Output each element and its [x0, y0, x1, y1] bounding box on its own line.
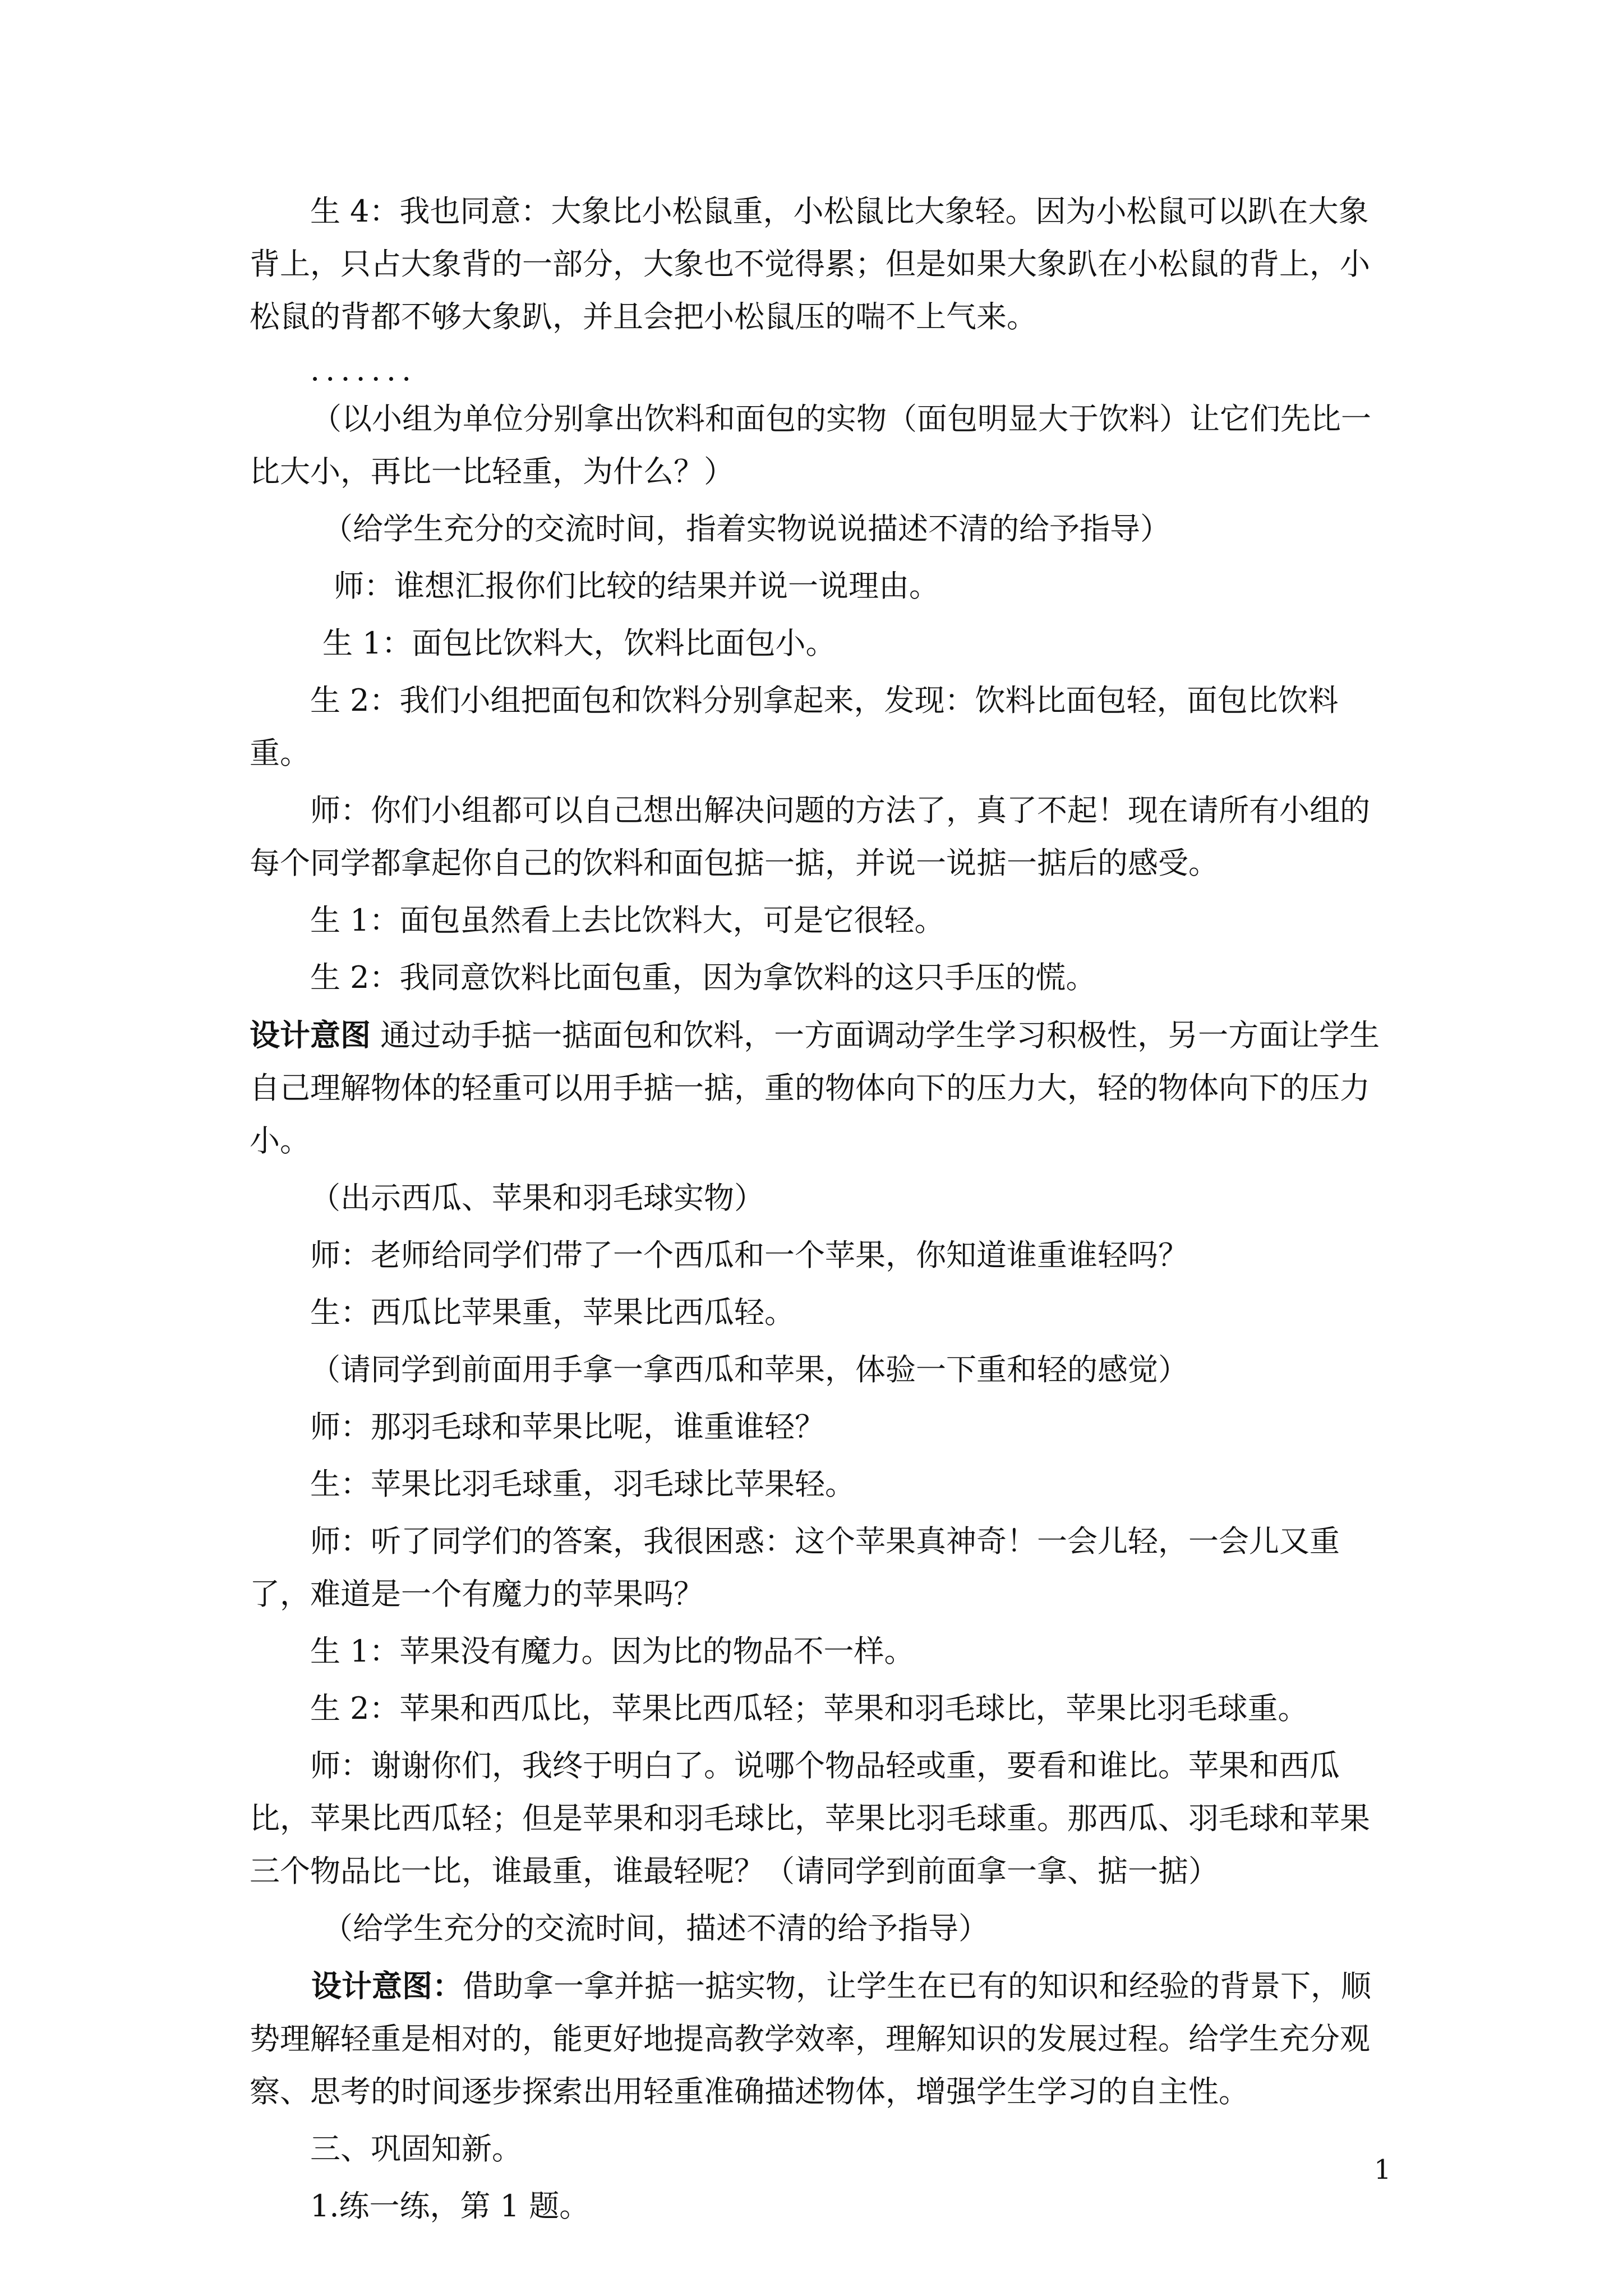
paragraph-exchange-time: （给学生充分的交流时间，指着实物说说描述不清的给予指导） [322, 511, 1170, 546]
page-number: 1 [1374, 2154, 1391, 2185]
paragraph-student-apple-heavier: 生：苹果比羽毛球重，羽毛球比苹果轻。 [310, 1466, 855, 1502]
paragraph-practice-1: 1.练一练，第 1 题。 [310, 2188, 590, 2224]
paragraph-teacher-understood: 师：谢谢你们，我终于明白了。说哪个物品轻或重，要看和谁比。苹果和西瓜比，苹果比西瓜轻；但是苹果和羽毛球比，苹果比羽毛球重。那西瓜、羽毛球和苹果三个物品比一比，谁最重，谁最轻呢？（请同学到前面拿一拿、掂一掂） [250, 1748, 1370, 1889]
paragraph-exchange-time-2: （给学生充分的交流时间，描述不清的给予指导） [322, 1911, 989, 1946]
design-intent-label-1: 设计意图 [250, 1017, 371, 1053]
paragraph-teacher-praise: 师：你们小组都可以自己想出解决问题的方法了，真了不起！现在请所有小组的每个同学都拿起你自己的饮料和面包掂一掂，并说一说掂一掂后的感受。 [250, 793, 1370, 881]
paragraph-student1-no-magic: 生 1：苹果没有魔力。因为比的物品不一样。 [310, 1634, 915, 1669]
paragraph-student-melon-heavier: 生：西瓜比苹果重，苹果比西瓜轻。 [310, 1295, 795, 1330]
design-intent-label-2: 设计意图： [311, 1968, 463, 2004]
paragraph-show-objects: （出示西瓜、苹果和羽毛球实物） [310, 1180, 764, 1216]
design-intent-text-1: 通过动手掂一掂面包和饮料，一方面调动学生学习积极性，另一方面让学生自己理解物体的轻重可以用手掂一掂，重的物体向下的压力大，轻的物体向下的压力小。 [250, 1018, 1380, 1158]
ellipsis-line: ....... [310, 352, 417, 388]
section-heading-consolidate: 三、巩固知新。 [310, 2131, 522, 2166]
paragraph-design-intent-1 [250, 1009, 1394, 1167]
design-intent-text-2: 借助拿一拿并掂一掂实物，让学生在已有的知识和经验的背景下，顺势理解轻重是相对的，能更好地提高教学效率，理解知识的发展过程。给学生充分观察、思考的时间逐步探索出用轻重准确描述物体，增强学生学习的自主性。 [250, 1968, 1371, 2109]
paragraph-student4: 生 4：我也同意：大象比小松鼠重，小松鼠比大象轻。因为小松鼠可以趴在大象背上，只占大象背的一部分，大象也不觉得累；但是如果大象趴在小松鼠的背上，小松鼠的背都不够大象趴，并且会把小松鼠压的喘不上气来。 [250, 194, 1370, 334]
paragraph-student2-group: 生 2：我们小组把面包和饮料分别拿起来，发现：饮料比面包轻，面包比饮料重。 [250, 683, 1339, 771]
paragraph-teacher-badminton: 师：那羽毛球和苹果比呢，谁重谁轻？ [310, 1409, 825, 1444]
paragraph-student2-heavy: 生 2：我同意饮料比面包重，因为拿饮料的这只手压的慌。 [310, 960, 1096, 995]
paragraph-group-activity: （以小组为单位分别拿出饮料和面包的实物（面包明显大于饮料）让它们先比一比大小，再比一比轻重，为什么？） [250, 401, 1371, 489]
paragraph-teacher-confused: 师：听了同学们的答案，我很困惑：这个苹果真神奇！一会儿轻，一会儿又重了，难道是一个有魔力的苹果吗？ [250, 1524, 1340, 1612]
paragraph-teacher-melon-apple: 师：老师给同学们带了一个西瓜和一个苹果，你知道谁重谁轻吗？ [310, 1237, 1188, 1273]
paragraph-teacher-report: 师：谁想汇报你们比较的结果并说一说理由。 [334, 568, 939, 604]
paragraph-try-weights: （请同学到前面用手拿一拿西瓜和苹果，体验一下重和轻的感觉） [310, 1352, 1188, 1387]
document-body [250, 185, 1394, 2237]
paragraph-student1-bread: 生 1：面包比饮料大，饮料比面包小。 [322, 625, 836, 661]
paragraph-student2-compare: 生 2：苹果和西瓜比，苹果比西瓜轻；苹果和羽毛球比，苹果比羽毛球重。 [310, 1691, 1308, 1726]
paragraph-student1-light: 生 1：面包虽然看上去比饮料大，可是它很轻。 [310, 903, 945, 938]
paragraph-design-intent-2 [250, 1959, 1394, 2118]
